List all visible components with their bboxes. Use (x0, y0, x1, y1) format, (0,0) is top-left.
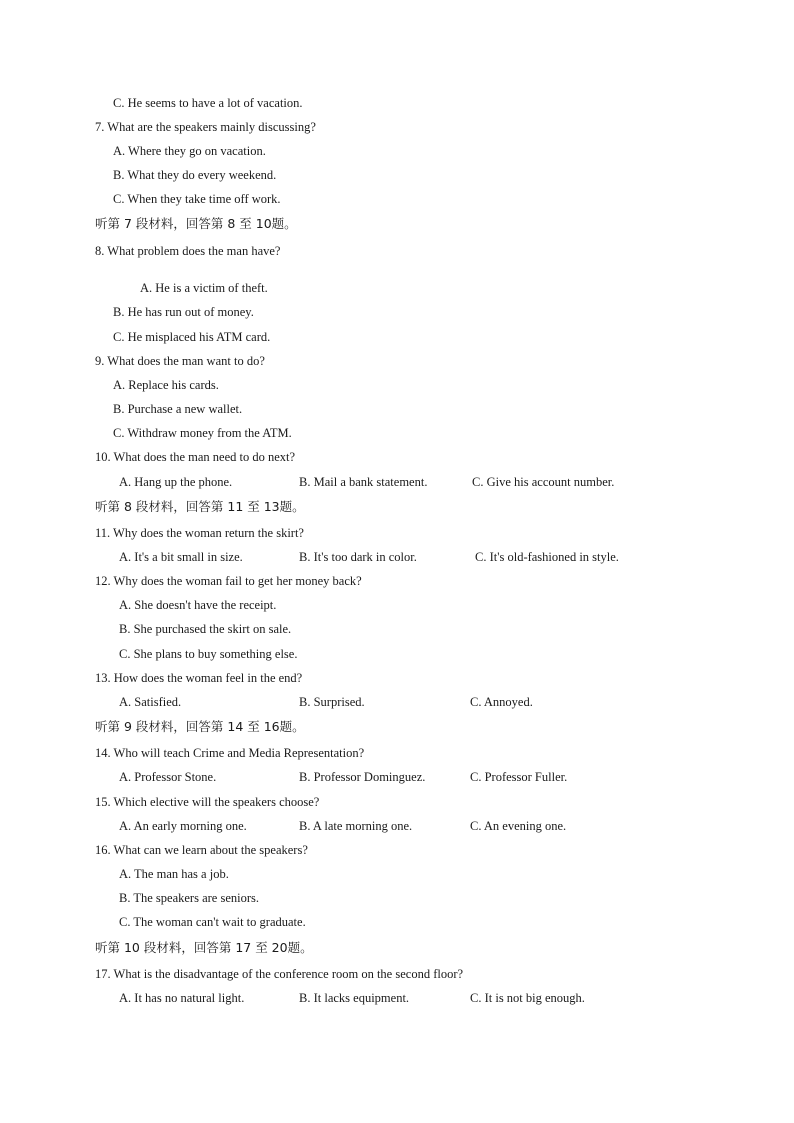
q8-option-b: B. He has run out of money. (113, 305, 254, 319)
q11-question: 11. Why does the woman return the skirt? (95, 526, 304, 540)
q10-option-c: C. Give his account number. (472, 475, 615, 489)
q8-option-a: A. He is a victim of theft. (140, 281, 268, 295)
q8-option-c: C. He misplaced his ATM card. (113, 330, 271, 344)
q7-question: 7. What are the speakers mainly discussing? (95, 120, 316, 134)
q17-option-a: A. It has no natural light. (119, 991, 245, 1005)
q11-option-b: B. It's too dark in color. (299, 550, 417, 564)
q15-question: 15. Which elective will the speakers choose? (95, 795, 320, 809)
q9-question: 9. What does the man want to do? (95, 354, 265, 368)
q17-question: 17. What is the disadvantage of the conference room on the second floor? (95, 967, 464, 981)
section-instruction-9: 听第 9 段材料，回答第 14 至 16题。 (95, 719, 305, 734)
q15-option-b: B. A late morning one. (299, 819, 413, 833)
q9-option-a: A. Replace his cards. (113, 378, 219, 392)
q12-option-c: C. She plans to buy something else. (119, 647, 298, 661)
q9-option-b: B. Purchase a new wallet. (113, 402, 243, 416)
q13-option-c: C. Annoyed. (470, 695, 533, 709)
q16-option-c: C. The woman can't wait to graduate. (119, 915, 306, 929)
q14-option-c: C. Professor Fuller. (470, 770, 568, 784)
q13-option-a: A. Satisfied. (119, 695, 182, 709)
q12-question: 12. Why does the woman fail to get her money back? (95, 574, 362, 588)
q11-option-c: C. It's old-fashioned in style. (475, 550, 619, 564)
q15-option-c: C. An evening one. (470, 819, 567, 833)
q10-option-a: A. Hang up the phone. (119, 475, 233, 489)
q10-question: 10. What does the man need to do next? (95, 450, 296, 464)
q16-option-a: A. The man has a job. (119, 867, 229, 881)
q8-question: 8. What problem does the man have? (95, 244, 281, 258)
q14-question: 14. Who will teach Crime and Media Representation? (95, 746, 365, 760)
section-instruction-7: 听第 7 段材料，回答第 8 至 10题。 (95, 216, 297, 231)
q9-option-c: C. Withdraw money from the ATM. (113, 426, 292, 440)
q14-option-a: A. Professor Stone. (119, 770, 217, 784)
q10-option-b: B. Mail a bank statement. (299, 475, 428, 489)
q13-option-b: B. Surprised. (299, 695, 365, 709)
q16-option-b: B. The speakers are seniors. (119, 891, 260, 905)
q14-option-b: B. Professor Dominguez. (299, 770, 426, 784)
q16-question: 16. What can we learn about the speakers? (95, 843, 308, 857)
q17-option-c: C. It is not big enough. (470, 991, 585, 1005)
q15-option-a: A. An early morning one. (119, 819, 247, 833)
q7-option-c: C. When they take time off work. (113, 192, 281, 206)
section-instruction-8: 听第 8 段材料，回答第 11 至 13题。 (95, 499, 305, 514)
q11-option-a: A. It's a bit small in size. (119, 550, 243, 564)
q13-question: 13. How does the woman feel in the end? (95, 671, 303, 685)
q6-option-c: C. He seems to have a lot of vacation. (113, 96, 303, 110)
q17-option-b: B. It lacks equipment. (299, 991, 410, 1005)
q12-option-a: A. She doesn't have the receipt. (119, 598, 277, 612)
q7-option-a: A. Where they go on vacation. (113, 144, 266, 158)
q12-option-b: B. She purchased the skirt on sale. (119, 622, 292, 636)
section-instruction-10: 听第 10 段材料，回答第 17 至 20题。 (95, 940, 313, 955)
q7-option-b: B. What they do every weekend. (113, 168, 277, 182)
